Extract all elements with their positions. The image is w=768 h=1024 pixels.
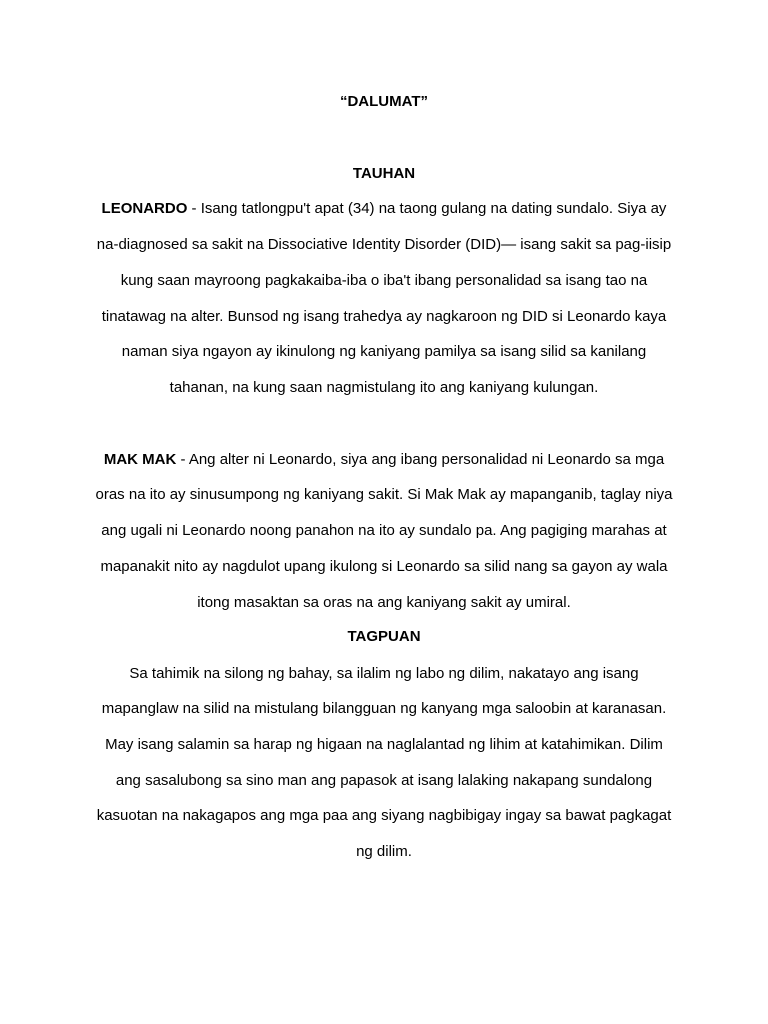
section-heading-tauhan: TAUHAN (352, 165, 416, 182)
leonardo-paragraph-line: naman siya ngayon ay ikinulong ng kaniyang pamilya sa isang silid sa kanilang (121, 343, 647, 360)
tagpuan-paragraph-line: kasuotan na nakagapos ang mga paa ang siyang nagbibigay ingay sa bawat pagkagat (96, 807, 672, 824)
leonardo-paragraph-line: tinatawag na alter. Bunsod ng isang trahedya ay nagkaroon ng DID si Leonardo kaya (101, 308, 667, 325)
character-name-makmak: MAK MAK (103, 451, 177, 468)
paragraph-text: - Isang tatlongpu't apat (34) na taong gulang na dating sundalo. Siya ay (187, 200, 667, 217)
leonardo-paragraph-line: kung saan mayroong pagkakaiba-iba o iba't ibang personalidad sa isang tao na (120, 272, 648, 289)
tagpuan-paragraph-line: May isang salamin sa harap ng higaan na naglalantad ng lihim at katahimikan. Dilim (105, 736, 663, 753)
leonardo-paragraph-line (0, 199, 768, 219)
character-name-leonardo: LEONARDO (101, 200, 188, 217)
leonardo-paragraph-line: na-diagnosed sa sakit na Dissociative Identity Disorder (DID)— isang sakit sa pag-iisip (96, 236, 672, 253)
makmak-paragraph-line: itong masaktan sa oras na ang kaniyang sakit ay umiral. (197, 594, 571, 611)
tagpuan-paragraph-line: mapanglaw na silid na mistulang bilangguan ng kanyang mga saloobin at karanasan. (101, 700, 667, 717)
makmak-paragraph-line: mapanakit nito ay nagdulot upang ikulong si Leonardo sa silid nang sa gayon ay wala (100, 558, 668, 575)
section-heading-tagpuan: TAGPUAN (347, 628, 421, 645)
document-title: “DALUMAT” (339, 93, 429, 110)
leonardo-paragraph-line: tahanan, na kung saan nagmistulang ito ang kaniyang kulungan. (169, 379, 599, 396)
paragraph-text: - Ang alter ni Leonardo, siya ang ibang personalidad ni Leonardo sa mga (176, 451, 665, 468)
tagpuan-paragraph-line: ang sasalubong sa sino man ang papasok at isang lalaking nakapang sundalong (115, 772, 653, 789)
makmak-paragraph-line (0, 450, 768, 470)
makmak-paragraph-line: oras na ito ay sinusumpong ng kaniyang sakit. Si Mak Mak ay mapanganib, taglay niya (95, 486, 673, 503)
tagpuan-paragraph-line: ng dilim. (356, 843, 412, 860)
makmak-paragraph-line: ang ugali ni Leonardo noong panahon na ito ay sundalo pa. Ang pagiging marahas at (101, 522, 667, 539)
tagpuan-paragraph-line: Sa tahimik na silong ng bahay, sa ilalim ng labo ng dilim, nakatayo ang isang (129, 665, 639, 682)
